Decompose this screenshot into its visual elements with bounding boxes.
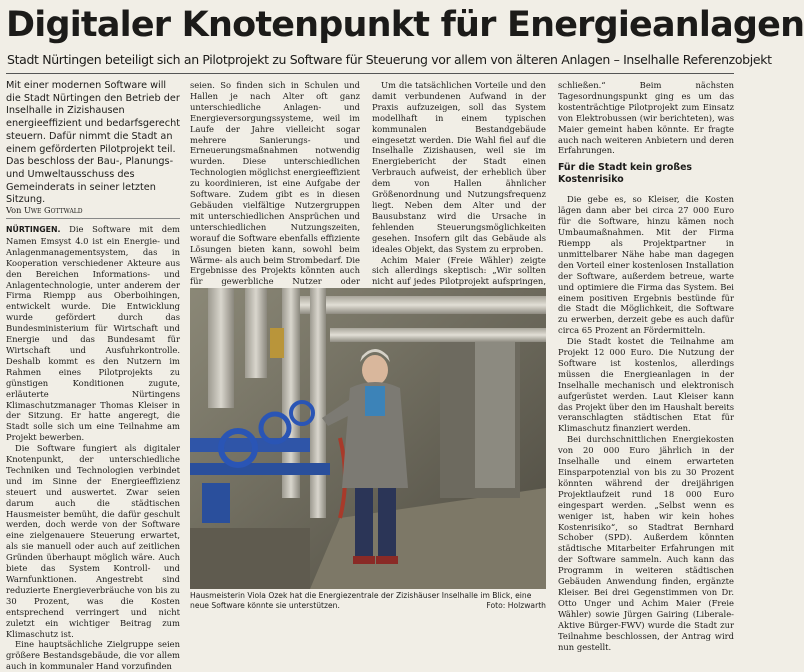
paragraph: Eine hauptsächliche Zielgruppe seien größere Bestandsgebäude, die vor allem auch in kommunaler Hand vorzufinden [6,639,180,672]
paragraph: Die Stadt kostet die Teilnahme am Projekt 12 000 Euro. Die Nutzung der Software ist kostenlos, allerdings müssen die Energieanlagen in der Inselhalle mechanisch und elektronisch aufgerüstet werden. Laut Kleiser kann das Projekt über den im Haushalt bereits veranschlagten städtischen Etat für Klimaschutz finanziert werden. [558,336,734,434]
text-column-2 [190,80,360,287]
dateline: NÜRTINGEN. [6,225,61,234]
photo-credit: Foto: Holzwarth [486,601,546,610]
subheading: Für die Stadt kein großes Kostenrisiko [558,162,693,186]
paragraph: Achim Maier (Freie Wähler) zeigte sich allerdings skeptisch: „Wir sollten nicht auf jedes Pilotprojekt aufspringen, [372,254,546,287]
photo-illustration [190,288,546,589]
paragraph: Um die tatsächlichen Vorteile und den damit verbundenen Aufwand in der Praxis aufzuzeigen, soll das System modellhaft in einem typischen kommunalen Bestandgebäude eingesetzt werden. Die Wahl fiel auf die Inselhalle Zizishausen, weil sie im Energiebericht der Stadt einen Verbrauch aufweist, der erheblich über dem von Hallen ähnlicher Größenordnung und Nutzungsfrequenz liegt. Neben dem Alter und der Bausubstanz wird die Ursache in fehlenden Steuerungsmöglichkeiten gesehen. Insofern gilt das Gebäude als ideales Objekt, das System zu erproben. [372,80,546,254]
divider [6,73,734,74]
photo-boiler-room [190,288,546,589]
photo-caption [190,591,546,611]
caption-text: Hausmeisterin Viola Ozek hat die Energiezentrale der Zizishäuser Inselhalle im Blick, eine neue Software könnte sie unterstützen. [190,591,532,610]
paragraph: Die gebe es, so Kleiser, die Kosten lägen dann aber bei circa 27 000 Euro für die Software, hinzu kämen noch Umbaumaßnahmen. Mit der Firma Riempp als Projektpartner in unmittelbarer Nähe habe man dagegen den Vorteil einer kostenlosen Installation der Software, außerdem betreue, warte und optimiere die Firma das System. Bei einem positiven Ergebnis bestünde für die Stadt die Möglichkeit, die Software zu erwerben, derzeit gebe es auch dafür circa 65 Prozent an Fördermitteln. [558,194,734,336]
paragraph: NÜRTINGEN. Die Software mit dem Namen Emsyst 4.0 ist ein Energie- und Anlagenmanagementsystem, das in Kooperation verschiedener Akteure aus den Bereichen Informations- und Anlagentechnologie, unter anderem der Firma Riempp aus Oberboihingen, entwickelt wurde. Die Entwicklung wurde gefördert durch das Bundesministerium für Wirtschaft und Energie und das Bundesamt für Wirtschaft und Ausfuhrkontrolle. Deshalb kommt es den Nutzern im Rahmen eines Pilotprojekts zu günstigen Konditionen zugute, erläuterte Nürtingens Klimaschutzmanager Thomas Kleiser in der Sitzung. Er hatte angeregt, die Stadt solle sich um eine Teilnahme am Projekt bewerben. [6,224,180,443]
byline-prefix: Von [6,205,22,215]
text-column-4 [558,80,734,652]
text-column-3 [372,80,546,287]
byline [6,205,180,219]
paragraph: schließen.“ Beim nächsten Tagesordnungspunkt ging es um das kostenträchtige Pilotprojekt zum Einsatz von Elektrobussen (wir berichteten), was Maier gemeint haben könnte. Er fragte auch nach weiteren Anbietern und deren Erfahrungen. [558,80,734,156]
paragraph: seien. So finden sich in Schulen und Hallen je nach Alter oft ganz unterschiedliche Anlagen- und Energieversorgungssysteme, weil im Laufe der Jahre vielleicht sogar mehrere Sanierungs- und Erneuerungsmaßnahmen notwendig wurden. Diese unterschiedlichen Technologien möglichst energieeffizient zu koordinieren, ist eine Aufgabe der Software. Zudem gibt es in diesen Gebäuden vielfältige Nutzergruppen mit unterschiedlichen Ansprüchen und unterschiedlichen Nutzungszeiten, worauf die Software ebenfalls effiziente Lösungen bieten kann, sowohl beim Wärme- als auch beim Strombedarf. Die Ergebnisse des Projekts könnten auch für gewerbliche Nutzer oder [190,80,360,287]
paragraph: Die Software fungiert als digitaler Knotenpunkt, der unterschiedliche Techniken und Technologien verbindet und im Sinne der Energieeffizienz steuert und auswertet. Zwar seien darum auch die städtischen Hausmeister bemüht, die dafür geschult werden, doch werde von der Software eine zielgenauere Steuerung erwartet, als sie manuell oder auch auf zeitlichen Gründen überhaupt möglich wäre. Auch biete das System Kontroll- und Warnfunktionen. Angestrebt sind reduzierte Energieverbräuche von bis zu 30 Prozent, was die Kosten entsprechend verringert und nicht zuletzt ein wichtiger Beitrag zum Klimaschutz ist. [6,443,180,639]
author-name: Uwe Gottwald [23,205,83,215]
paragraph: Bei durchschnittlichen Energiekosten von 20 000 Euro jährlich in der Inselhalle und einem erwarteten Einsparpotenzial von bis zu 30 Prozent könnten während der dreijährigen Projektlaufzeit rund 18 000 Euro eingespart werden. „Selbst wenn es weniger ist, haben wir kein hohes Kostenrisiko“, so Stadtrat Bernhard Schober (SPD). Außerdem könnten städtische Mitarbeiter Erfahrungen mit der Software sammeln. Auch kann das Programm in weiteren städtischen Gebäuden Anwendung finden, ergänzte Kleiser. Bei drei Gegenstimmen von Dr. Otto Unger und Achim Maier (Freie Wähler) sowie Jürgen Gairing (Liberale-Aktive Bürger-FWV) wurde die Stadt zur Teilnahme beschlossen, der Antrag wird nun gestellt. [558,434,734,652]
lead-paragraph: Mit einer modernen Software will die Stadt Nürtingen den Betrieb der Inselhalle in Zizishausen energieeffizient und bedarfsgerecht steuern. Dafür nimmt die Stadt an einem geförderten Pilotprojekt teil. Das beschloss der Bau-, Planungs- und Umweltausschuss des Gemeinderats in seiner letzten Sitzung. [6,80,181,206]
text-column-1 [6,224,180,672]
headline: Digitaler Knotenpunkt für Energieanlagen [6,5,804,45]
subheadline: Stadt Nürtingen beteiligt sich an Pilotprojekt zu Software für Steuerung vor allem von älteren Anlagen – Inselhalle Referenzobjekt [7,52,772,67]
